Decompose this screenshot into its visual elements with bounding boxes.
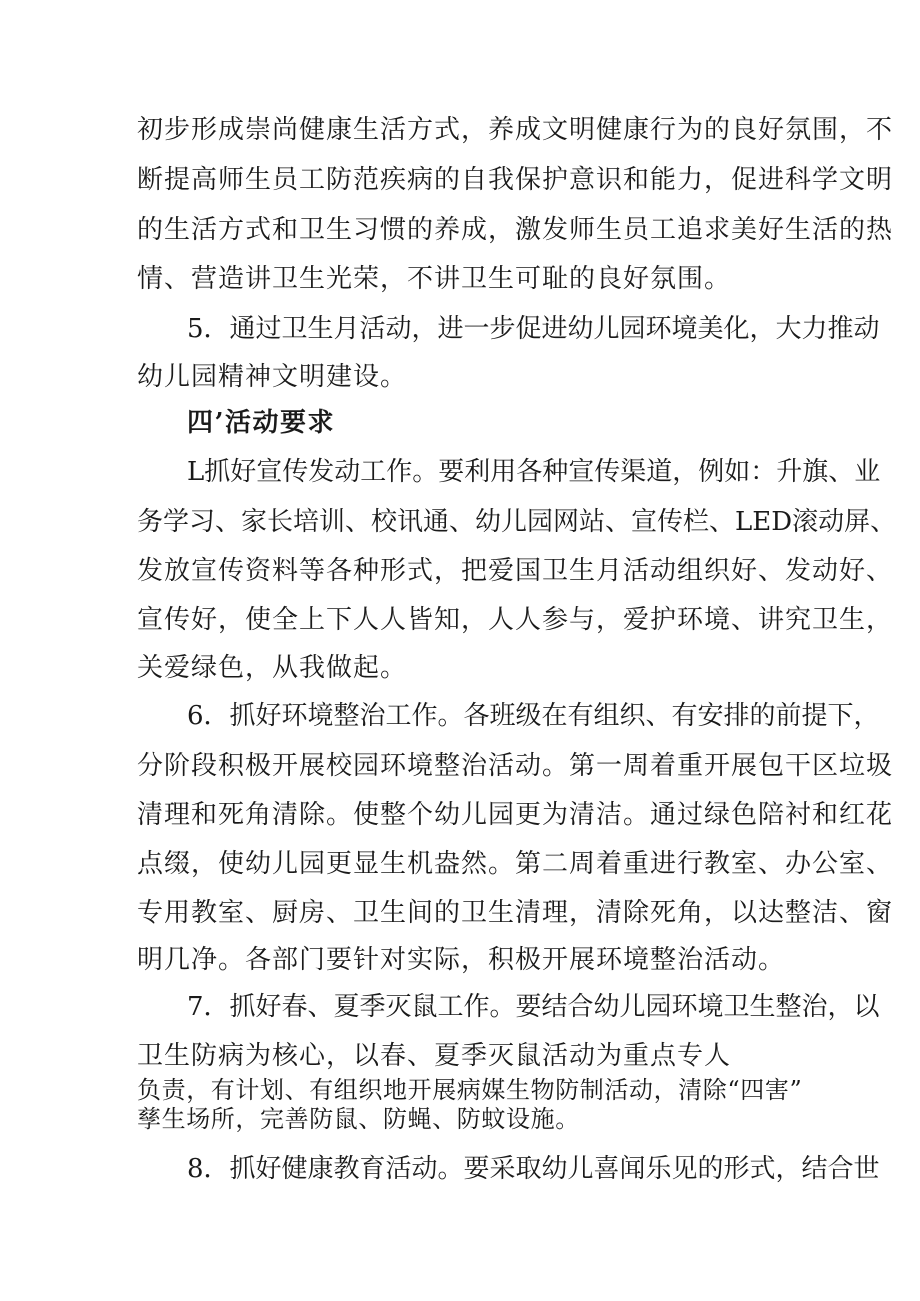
text-line: 分阶段积极开展校园环境整治活动。第一周着重开展包干区垃圾: [137, 751, 894, 781]
paragraph-start-line: 7．抓好春、夏季灭鼠工作。要结合幼儿园环境卫生整治，以: [187, 992, 880, 1022]
text-line: 情、营造讲卫生光荣，不讲卫生可耻的良好氛围。: [137, 264, 732, 294]
paragraph-start-line: 6．抓好环境整治工作。各班级在有组织、有安排的前提下，: [187, 701, 880, 731]
paragraph-start-line: 8．抓好健康教育活动。要采取幼儿喜闻乐见的形式，结合世: [187, 1154, 880, 1184]
text-line: 初步形成崇尚健康生活方式，养成文明健康行为的良好氛围，不: [137, 115, 894, 145]
text-line: 点缀，使幼儿园更显生机盎然。第二周着重进行教室、办公室、: [137, 849, 894, 879]
text-line: 负责，有计划、有组织地开展病媒生物防制活动，清除“四害”: [137, 1076, 803, 1104]
paragraph-start-line: L抓好宣传发动工作。要利用各种宣传渠道，例如：升旗、业: [187, 457, 881, 487]
text-line: 务学习、家长培训、校讯通、幼儿园网站、宣传栏、LED滚动屏、: [137, 507, 897, 537]
text-line: 断提高师生员工防范疾病的自我保护意识和能力，促进科学文明: [137, 165, 894, 195]
text-line: 卫生防病为核心，以春、夏季灭鼠活动为重点专人: [137, 1041, 732, 1071]
section-heading: 四’活动要求: [187, 408, 336, 438]
text-line: 专用教室、厨房、卫生间的卫生清理，清除死角，以达整洁、窗: [137, 898, 894, 928]
text-line: 明几净。各部门要针对实际，积极开展环境整治活动。: [137, 945, 786, 975]
text-line: 发放宣传资料等各种形式，把爱国卫生月活动组织好、发动好、: [137, 556, 894, 586]
text-line: 清理和死角清除。使整个幼儿园更为清洁。通过绿色陪衬和红花: [137, 800, 894, 830]
text-line: 宣传好，使全上下人人皆知，人人参与，爱护环境、讲究卫生，: [137, 605, 894, 635]
paragraph-start-line: 5．通过卫生月活动，进一步促进幼儿园环境美化，大力推动: [187, 314, 880, 344]
text-line: 幼儿园精神文明建设。: [137, 362, 408, 392]
text-line: 孳生场所，完善防鼠、防蝇、防蚊设施。: [137, 1105, 580, 1133]
text-line: 的生活方式和卫生习惯的养成，激发师生员工追求美好生活的热: [137, 215, 894, 245]
text-line: 关爱绿色，从我做起。: [137, 653, 408, 683]
